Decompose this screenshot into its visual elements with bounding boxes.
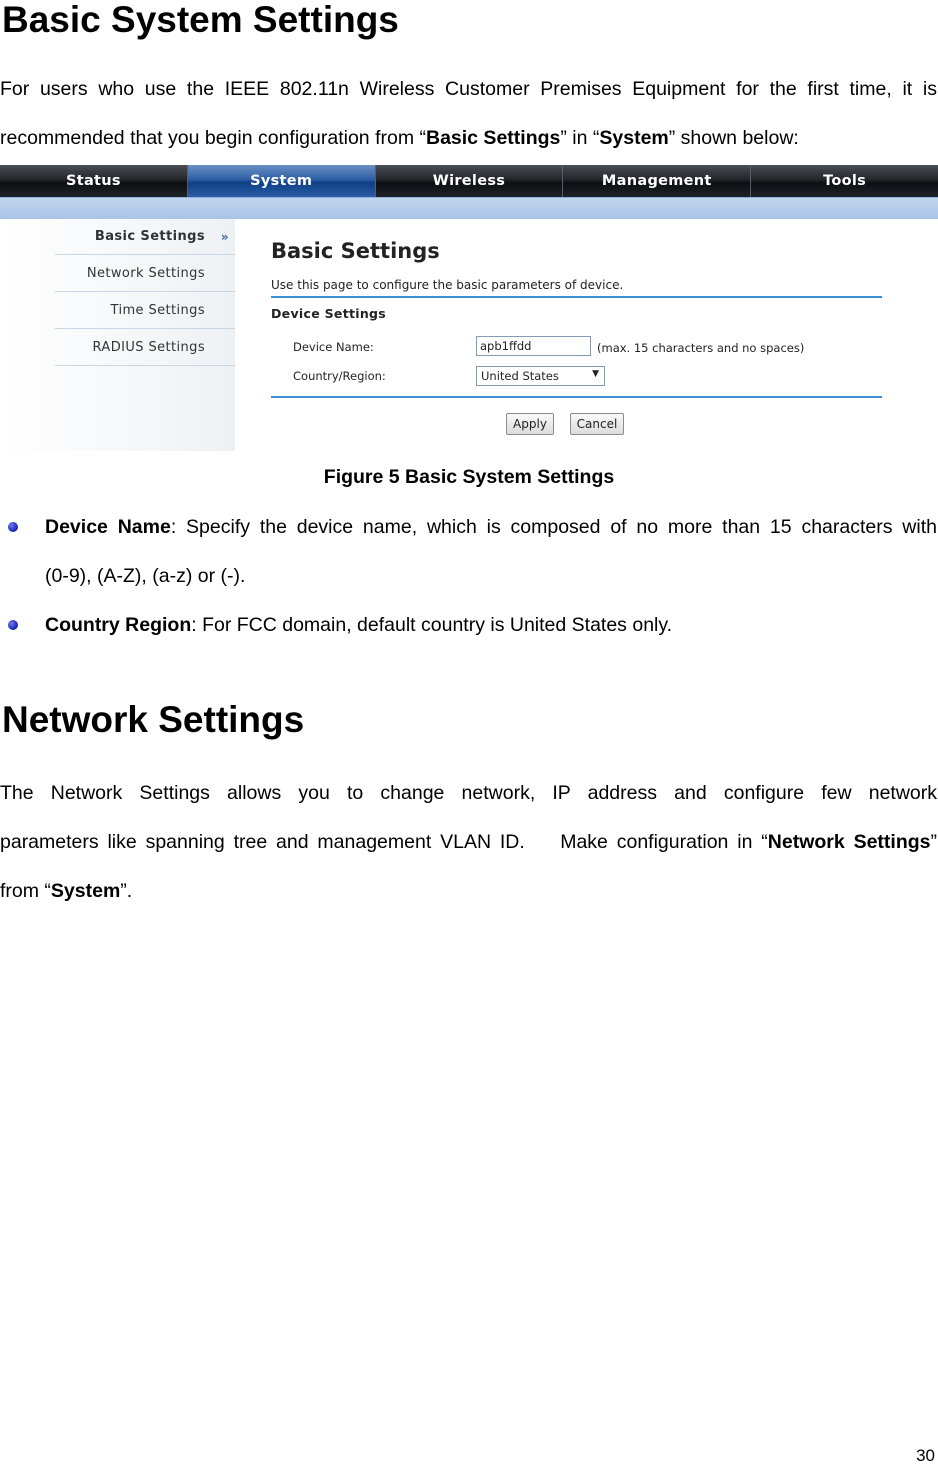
device-name-hint: (max. 15 characters and no spaces) xyxy=(597,341,805,355)
page-number: 30 xyxy=(916,1446,935,1465)
dropdown-arrow-icon: ▼ xyxy=(592,369,599,379)
network-text: from “ xyxy=(0,880,51,902)
sidebar-item-label: Time Settings xyxy=(110,303,205,318)
device-name-input[interactable]: apb1ffdd xyxy=(476,336,591,356)
bullet-device-name-line-2: (0-9), (A-Z), (a-z) or (-). xyxy=(45,565,246,587)
network-bold-system: System xyxy=(50,880,121,902)
network-bold-network-settings: Network Settings xyxy=(767,831,931,853)
nav-tab-wireless[interactable]: Wireless xyxy=(376,165,564,197)
section-heading-basic-system-settings: Basic System Settings xyxy=(2,0,399,40)
sidebar-item-label: Basic Settings xyxy=(94,229,205,244)
nav-tab-status[interactable]: Status xyxy=(0,165,188,197)
network-text: ”. xyxy=(120,880,133,902)
section-heading-network-settings: Network Settings xyxy=(2,699,305,740)
apply-button[interactable]: Apply xyxy=(506,413,554,435)
intro-text: recommended that you begin configuration from “ xyxy=(0,127,426,149)
divider xyxy=(271,396,882,398)
country-region-select[interactable] xyxy=(476,366,605,386)
nav-tab-management[interactable]: Management xyxy=(563,165,751,197)
intro-bold-system: System xyxy=(599,127,669,149)
nav-tab-system[interactable]: System xyxy=(188,165,376,197)
bullet-device-name-line-1 xyxy=(45,503,937,552)
sidebar-item-basic-settings[interactable] xyxy=(55,219,235,255)
bullet-text: : Specify the device name, which is composed of no more than 15 characters with xyxy=(170,516,937,538)
sidebar-item-time-settings[interactable] xyxy=(55,293,235,329)
term-country-region: Country Region xyxy=(45,614,192,636)
sidebar xyxy=(0,219,235,451)
double-chevron-right-icon: » xyxy=(220,230,229,244)
device-name-label: Device Name: xyxy=(293,340,374,354)
figure-caption: Figure 5 Basic System Settings xyxy=(323,466,615,488)
country-region-value: United States xyxy=(481,369,559,383)
sidebar-item-label: RADIUS Settings xyxy=(92,340,205,355)
intro-bold-basic-settings: Basic Settings xyxy=(425,127,561,149)
panel-title: Basic Settings xyxy=(271,239,440,263)
network-line-3 xyxy=(0,867,937,916)
intro-line-1: For users who use the IEEE 802.11n Wireless Customer Premises Equipment for the first time, it is xyxy=(0,78,937,100)
sidebar-item-radius-settings[interactable] xyxy=(55,330,235,366)
intro-text: ” shown below: xyxy=(668,127,799,149)
nav-tab-tools[interactable]: Tools xyxy=(823,173,867,189)
network-text: ” xyxy=(930,831,937,853)
bullet-country-region xyxy=(45,601,937,650)
cancel-button[interactable]: Cancel xyxy=(570,413,624,435)
term-device-name: Device Name xyxy=(45,516,171,538)
bullet-icon xyxy=(8,620,18,630)
panel-description: Use this page to configure the basic parameters of device. xyxy=(271,278,624,292)
bullet-text: : For FCC domain, default country is United States only. xyxy=(191,614,673,636)
intro-text: ” in “ xyxy=(560,127,600,149)
divider xyxy=(271,296,882,298)
network-line-1: The Network Settings allows you to change network, IP address and configure few network xyxy=(0,782,937,804)
sidebar-item-network-settings[interactable] xyxy=(55,256,235,292)
network-line-2 xyxy=(0,818,937,867)
figure-screenshot xyxy=(0,165,938,451)
sub-nav-bar xyxy=(0,197,938,219)
network-text: parameters like spanning tree and management VLAN ID. Make configuration in “ xyxy=(0,831,768,853)
bullet-icon xyxy=(8,522,18,532)
intro-line-2 xyxy=(0,114,937,163)
country-region-label: Country/Region: xyxy=(293,369,386,383)
section-title-device-settings: Device Settings xyxy=(271,306,387,321)
sidebar-item-label: Network Settings xyxy=(86,266,205,281)
nav-bar xyxy=(0,165,938,197)
